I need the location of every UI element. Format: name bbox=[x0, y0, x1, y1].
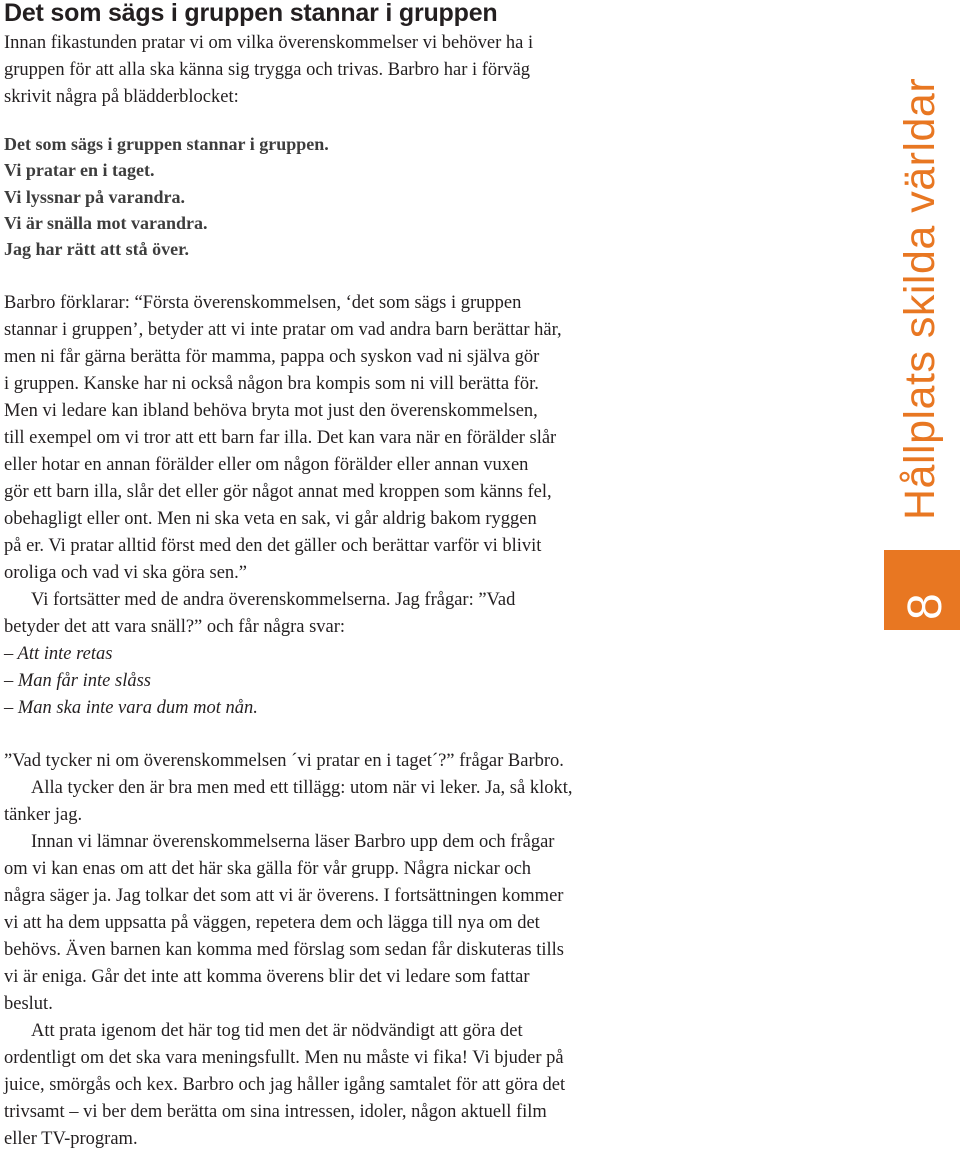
text-line: Men vi ledare kan ibland behöva bryta mot just den överenskommelsen, bbox=[4, 401, 538, 422]
text-line: i gruppen. Kanske har ni också någon bra kompis som ni vill berätta för. bbox=[4, 374, 539, 395]
text-line: tänker jag. bbox=[4, 805, 83, 826]
text-line: stannar i gruppen’, betyder att vi inte pratar om vad andra barn berättar här, bbox=[4, 320, 562, 341]
chapter-number-tab bbox=[884, 550, 960, 630]
text-line: eller hotar en annan förälder eller om någon förälder eller annan vuxen bbox=[4, 455, 529, 476]
text-line: några säger ja. Jag tolkar det som att vi är överens. I fortsättningen kommer bbox=[4, 886, 564, 907]
text-line: gör ett barn illa, slår det eller gör något annat med kroppen som känns fel, bbox=[4, 482, 552, 503]
text-line: obehagligt eller ont. Men ni ska veta en sak, vi går aldrig bakom ryggen bbox=[4, 509, 537, 530]
chapter-title-text: Hållplats skilda världar bbox=[896, 77, 944, 520]
answer-item: – Man får inte slåss bbox=[4, 671, 151, 692]
text-line: Innan fikastunden pratar vi om vilka överenskommelser vi behöver ha i bbox=[4, 33, 534, 53]
text-line: beslut. bbox=[4, 994, 53, 1015]
text-line: Vi fortsätter med de andra överenskommelserna. Jag frågar: ”Vad bbox=[31, 590, 516, 611]
text-line: Att prata igenom det här tog tid men det är nödvändigt att göra det bbox=[31, 1021, 523, 1042]
section-heading: Det som sägs i gruppen stannar i gruppen bbox=[4, 0, 498, 27]
rule-item: Vi pratar en i taget. bbox=[4, 160, 155, 181]
text-line: oroliga och vad vi ska göra sen.” bbox=[4, 563, 247, 584]
text-line: gruppen för att alla ska känna sig trygga och trivas. Barbro har i förväg bbox=[4, 60, 531, 80]
text-line: trivsamt – vi ber dem berätta om sina intressen, idoler, någon aktuell film bbox=[4, 1102, 547, 1123]
question-paragraph bbox=[4, 587, 644, 641]
rule-item: Vi lyssnar på varandra. bbox=[4, 186, 186, 207]
intro-paragraph bbox=[4, 30, 644, 111]
text-line: till exempel om vi tror att ett barn far illa. Det kan vara när en förälder slår bbox=[4, 428, 557, 449]
text-line: juice, smörgås och kex. Barbro och jag håller igång samtalet för att göra det bbox=[4, 1075, 566, 1096]
text-line: skrivit några på blädderblocket: bbox=[4, 87, 239, 107]
text-line: men ni får gärna berätta för mamma, pappa och syskon vad ni själva gör bbox=[4, 347, 540, 368]
text-line: ordentligt om det ska vara meningsfullt. Men nu måste vi fika! Vi bjuder på bbox=[4, 1048, 564, 1069]
followup-question bbox=[4, 748, 644, 775]
article bbox=[4, 0, 644, 1153]
answers-list bbox=[4, 641, 644, 722]
text-line: vi att ha dem uppsatta på väggen, repetera dem och lägga till nya om det bbox=[4, 913, 540, 934]
text-line: behövs. Även barnen kan komma med förslag som sedan får diskuteras tills bbox=[4, 940, 565, 961]
agreement-paragraph bbox=[4, 775, 644, 829]
text-line: på er. Vi pratar alltid först med den det gäller och berättar varför vi blivit bbox=[4, 536, 542, 557]
rules-list bbox=[4, 131, 644, 262]
text-line: Alla tycker den är bra men med ett tillägg: utom när vi leker. Ja, så klokt, bbox=[31, 778, 573, 799]
answer-item: – Att inte retas bbox=[4, 644, 113, 665]
consensus-paragraph bbox=[4, 829, 644, 1018]
chapter-number: 8 bbox=[899, 593, 952, 620]
answer-item: – Man ska inte vara dum mot nån. bbox=[4, 698, 258, 719]
text-line: om vi kan enas om att det här ska gälla för vår grupp. Några nickar och bbox=[4, 859, 532, 880]
text-line: betyder det att vara snäll?” och får några svar: bbox=[4, 617, 346, 638]
text-line: Innan vi lämnar överenskommelserna läser Barbro upp dem och frågar bbox=[31, 832, 555, 853]
chapter-sidebar bbox=[884, 0, 960, 630]
text-line: eller TV-program. bbox=[4, 1129, 138, 1150]
chapter-title-vertical bbox=[888, 77, 958, 520]
text-line: ”Vad tycker ni om överenskommelsen ´vi pratar en i taget´?” frågar Barbro. bbox=[4, 751, 564, 772]
rule-item: Det som sägs i gruppen stannar i gruppen. bbox=[4, 134, 329, 154]
rule-item: Jag har rätt att stå över. bbox=[4, 239, 189, 260]
fika-paragraph bbox=[4, 1018, 644, 1153]
explanation-paragraph bbox=[4, 290, 644, 587]
rule-item: Vi är snälla mot varandra. bbox=[4, 212, 208, 233]
text-line: vi är eniga. Går det inte att komma överens blir det vi ledare som fattar bbox=[4, 967, 530, 988]
text-line: Barbro förklarar: “Första överenskommelsen, ‘det som sägs i gruppen bbox=[4, 293, 522, 314]
